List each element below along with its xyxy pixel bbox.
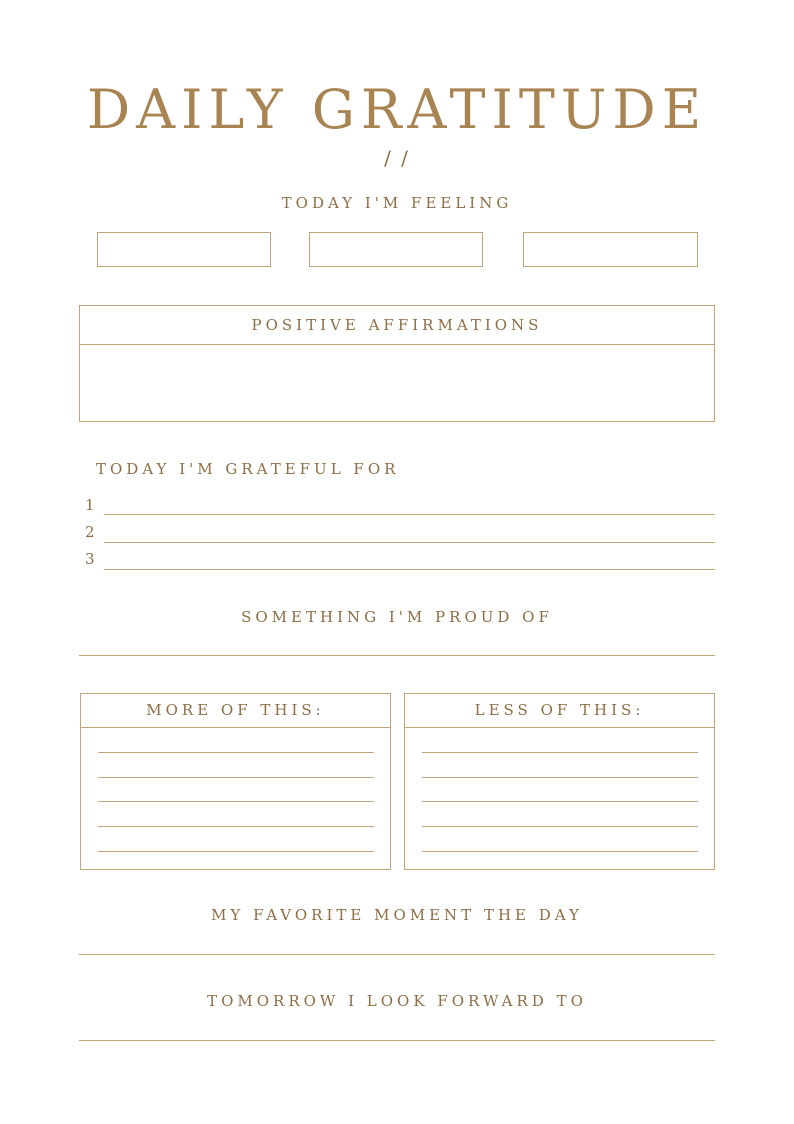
more-line-5[interactable] xyxy=(98,851,374,852)
affirmations-input[interactable] xyxy=(80,346,714,421)
grateful-line-2[interactable] xyxy=(104,542,715,543)
proud-heading: SOMETHING I'M PROUD OF xyxy=(241,608,553,626)
feeling-box-3[interactable] xyxy=(523,232,698,267)
more-line-1[interactable] xyxy=(98,752,374,753)
favorite-line[interactable] xyxy=(79,954,715,955)
page-title: DAILY GRATITUDE xyxy=(86,78,708,141)
less-line-5[interactable] xyxy=(422,851,698,852)
less-line-3[interactable] xyxy=(422,801,698,802)
less-line-1[interactable] xyxy=(422,752,698,753)
more-divider xyxy=(80,727,391,728)
affirmations-heading: POSITIVE AFFIRMATIONS xyxy=(251,316,543,334)
less-line-2[interactable] xyxy=(422,777,698,778)
proud-line[interactable] xyxy=(79,655,715,656)
more-line-2[interactable] xyxy=(98,777,374,778)
grateful-line-3[interactable] xyxy=(104,569,715,570)
more-line-4[interactable] xyxy=(98,826,374,827)
more-box xyxy=(80,693,391,870)
less-divider xyxy=(404,727,715,728)
grateful-heading: TODAY I'M GRATEFUL FOR xyxy=(96,460,400,478)
affirmations-divider xyxy=(79,344,715,345)
grateful-number-1: 1 xyxy=(85,496,95,514)
less-box xyxy=(404,693,715,870)
favorite-heading: MY FAVORITE MOMENT THE DAY xyxy=(211,906,583,924)
tomorrow-line[interactable] xyxy=(79,1040,715,1041)
feeling-box-2[interactable] xyxy=(309,232,483,267)
grateful-number-3: 3 xyxy=(85,550,95,568)
grateful-line-1[interactable] xyxy=(104,514,715,515)
tomorrow-heading: TOMORROW I LOOK FORWARD TO xyxy=(207,992,587,1010)
more-line-3[interactable] xyxy=(98,801,374,802)
more-heading: MORE OF THIS: xyxy=(146,701,325,719)
less-line-4[interactable] xyxy=(422,826,698,827)
less-heading: LESS OF THIS: xyxy=(474,701,645,719)
feeling-heading: TODAY I'M FEELING xyxy=(281,194,513,212)
date-field[interactable]: / / xyxy=(384,146,410,170)
grateful-number-2: 2 xyxy=(85,523,95,541)
feeling-box-1[interactable] xyxy=(97,232,271,267)
